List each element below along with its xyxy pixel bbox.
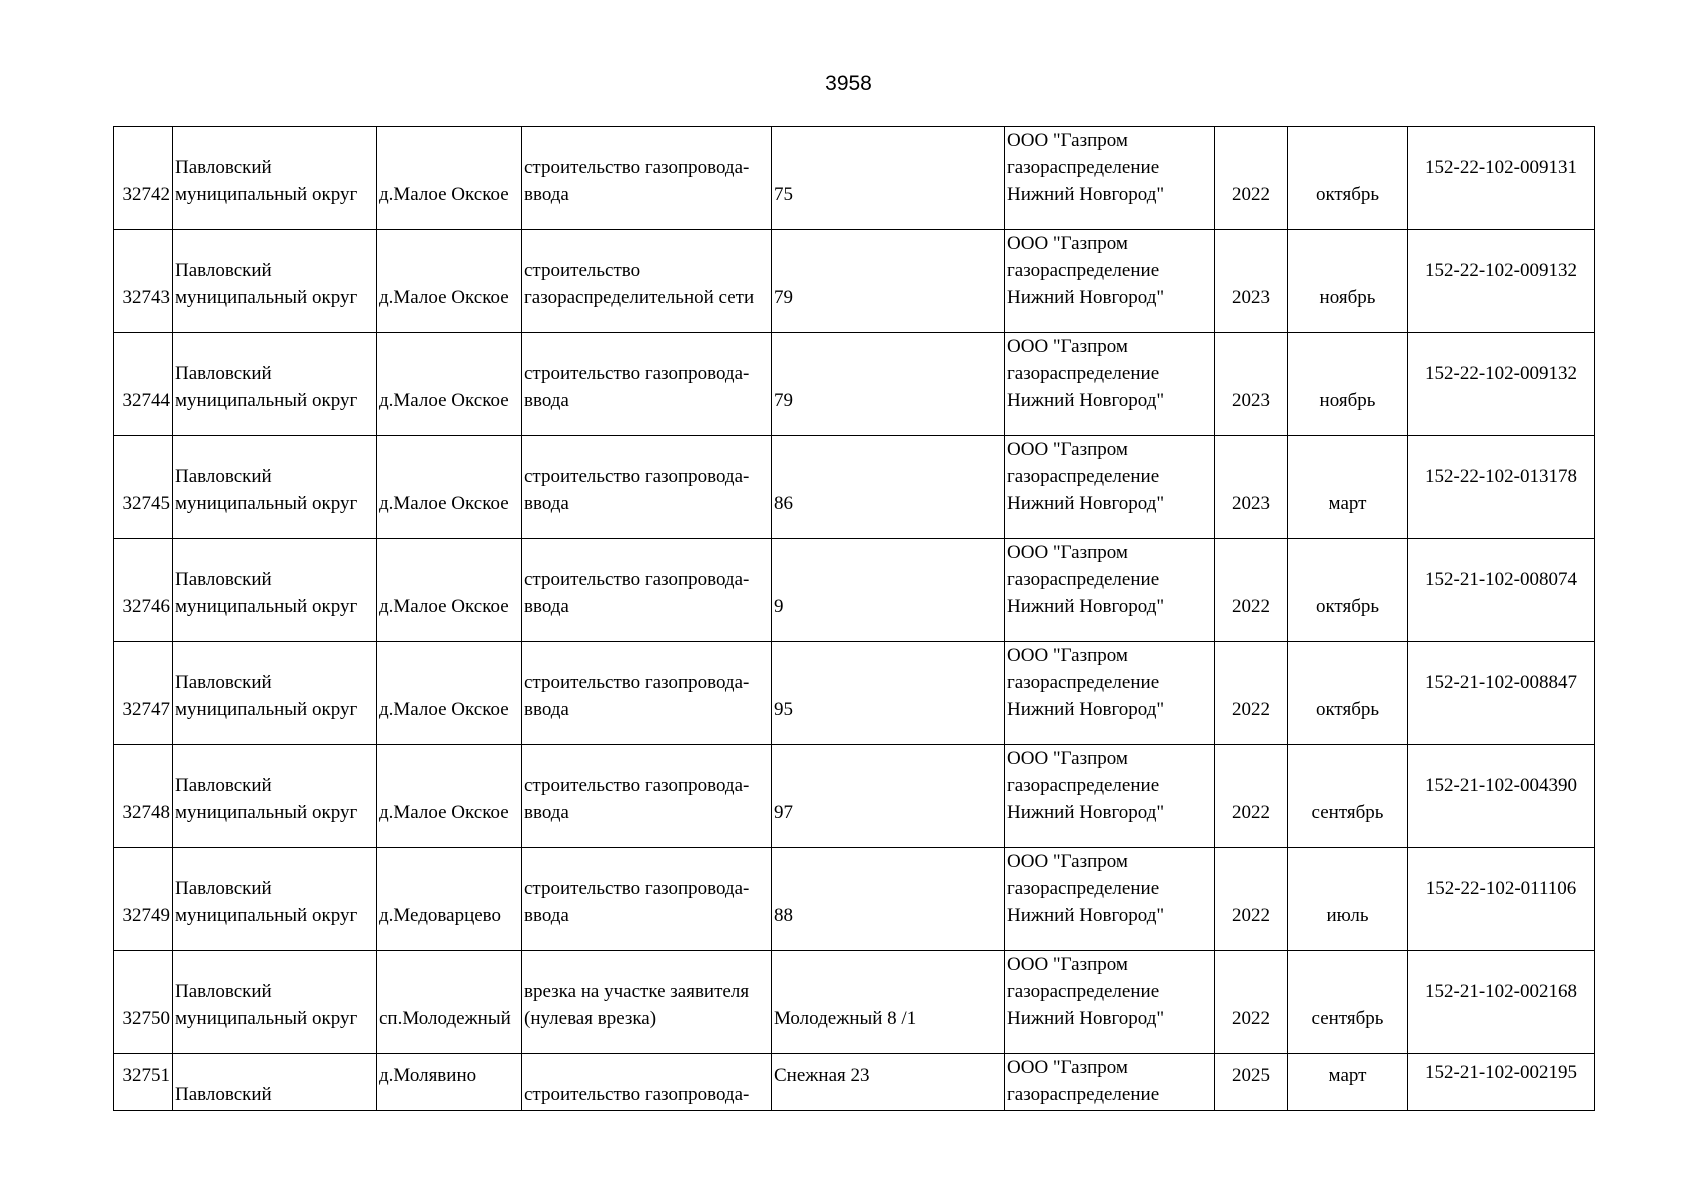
district-cell xyxy=(173,230,377,333)
organization-cell-line: Нижний Новгород" xyxy=(1007,493,1165,514)
locality-cell: д.Малое Окское xyxy=(377,333,522,436)
organization-cell xyxy=(1005,539,1215,642)
address-cell: 88 xyxy=(772,848,1005,951)
year-cell: 2023 xyxy=(1215,333,1288,436)
work-type-cell-line: строительство газопровода- xyxy=(524,1084,750,1105)
code-cell: 152-21-102-004390 xyxy=(1408,745,1595,848)
month-cell: июль xyxy=(1288,848,1408,951)
organization-cell-line: ООО "Газпром xyxy=(1007,233,1128,254)
work-type-cell-line: ввода xyxy=(524,184,569,205)
district-cell-line: муниципальный округ xyxy=(175,390,358,411)
locality-cell: д.Малое Окское xyxy=(377,539,522,642)
work-type-cell-line: ввода xyxy=(524,905,569,926)
locality-cell: д.Малое Окское xyxy=(377,745,522,848)
work-type-cell-line: (нулевая врезка) xyxy=(524,1008,657,1029)
address-cell: 75 xyxy=(772,127,1005,230)
table-row xyxy=(114,127,1595,230)
organization-cell-line: газораспределение xyxy=(1007,775,1160,796)
address-cell: 79 xyxy=(772,230,1005,333)
table-row xyxy=(114,1054,1595,1111)
district-cell-line: Павловский xyxy=(175,260,272,281)
organization-cell xyxy=(1005,951,1215,1054)
organization-cell-line: ООО "Газпром xyxy=(1007,954,1128,975)
organization-cell-line: Нижний Новгород" xyxy=(1007,802,1165,823)
code-cell: 152-21-102-008074 xyxy=(1408,539,1595,642)
district-cell-line: Павловский xyxy=(175,981,272,1002)
district-cell-line: муниципальный округ xyxy=(175,905,358,926)
district-cell xyxy=(173,127,377,230)
organization-cell-line: ООО "Газпром xyxy=(1007,336,1128,357)
table-row xyxy=(114,745,1595,848)
organization-cell xyxy=(1005,230,1215,333)
work-type-cell xyxy=(522,127,772,230)
organization-cell-line: Нижний Новгород" xyxy=(1007,699,1165,720)
district-cell-line: Павловский xyxy=(175,1084,272,1105)
district-cell xyxy=(173,333,377,436)
district-cell-line: муниципальный округ xyxy=(175,493,358,514)
organization-cell-line: газораспределение xyxy=(1007,363,1160,384)
month-cell: октябрь xyxy=(1288,539,1408,642)
locality-cell: д.Малое Окское xyxy=(377,642,522,745)
locality-cell: сп.Молодежный xyxy=(377,951,522,1054)
organization-cell-line: ООО "Газпром xyxy=(1007,130,1128,151)
year-cell: 2023 xyxy=(1215,230,1288,333)
year-cell: 2022 xyxy=(1215,745,1288,848)
district-cell-line: муниципальный округ xyxy=(175,802,358,823)
table-row xyxy=(114,230,1595,333)
table-row xyxy=(114,642,1595,745)
organization-cell-line: Нижний Новгород" xyxy=(1007,905,1165,926)
year-cell: 2022 xyxy=(1215,951,1288,1054)
table-row xyxy=(114,333,1595,436)
organization-cell-line: газораспределение xyxy=(1007,466,1160,487)
year-cell: 2023 xyxy=(1215,436,1288,539)
organization-cell-line: Нижний Новгород" xyxy=(1007,596,1165,617)
organization-cell xyxy=(1005,848,1215,951)
code-cell: 152-22-102-009131 xyxy=(1408,127,1595,230)
work-type-cell-line: строительство газопровода- xyxy=(524,569,750,590)
district-cell xyxy=(173,642,377,745)
organization-cell-line: газораспределение xyxy=(1007,569,1160,590)
work-type-cell-line: строительство газопровода- xyxy=(524,775,750,796)
record-number: 32745 xyxy=(114,436,173,539)
locality-cell: д.Малое Окское xyxy=(377,230,522,333)
work-type-cell xyxy=(522,642,772,745)
work-type-cell-line: строительство газопровода- xyxy=(524,672,750,693)
work-type-cell-line: ввода xyxy=(524,493,569,514)
work-type-cell-line: строительство газопровода- xyxy=(524,157,750,178)
record-number: 32746 xyxy=(114,539,173,642)
page-number: 3958 xyxy=(825,72,872,95)
table-row xyxy=(114,951,1595,1054)
work-type-cell-line: строительство газопровода- xyxy=(524,363,750,384)
month-cell: сентябрь xyxy=(1288,951,1408,1054)
code-cell: 152-22-102-011106 xyxy=(1408,848,1595,951)
district-cell-line: Павловский xyxy=(175,466,272,487)
district-cell xyxy=(173,539,377,642)
year-cell: 2025 xyxy=(1215,1054,1288,1111)
year-cell: 2022 xyxy=(1215,642,1288,745)
district-cell-line: муниципальный округ xyxy=(175,699,358,720)
registry-table xyxy=(113,126,1595,1111)
record-number: 32742 xyxy=(114,127,173,230)
organization-cell-line: ООО "Газпром xyxy=(1007,851,1128,872)
locality-cell: д.Малое Окское xyxy=(377,436,522,539)
organization-cell-line: ООО "Газпром xyxy=(1007,542,1128,563)
code-cell: 152-22-102-009132 xyxy=(1408,333,1595,436)
organization-cell-line: газораспределение xyxy=(1007,1084,1160,1105)
table-row xyxy=(114,539,1595,642)
month-cell: октябрь xyxy=(1288,127,1408,230)
month-cell: март xyxy=(1288,436,1408,539)
organization-cell-line: ООО "Газпром xyxy=(1007,439,1128,460)
work-type-cell-line: ввода xyxy=(524,390,569,411)
locality-cell: д.Медоварцево xyxy=(377,848,522,951)
work-type-cell-line: газораспределительной сети xyxy=(524,287,755,308)
work-type-cell-line: ввода xyxy=(524,596,569,617)
work-type-cell xyxy=(522,951,772,1054)
locality-cell: д.Молявино xyxy=(377,1054,522,1111)
district-cell xyxy=(173,436,377,539)
locality-cell: д.Малое Окское xyxy=(377,127,522,230)
work-type-cell xyxy=(522,539,772,642)
table-row xyxy=(114,848,1595,951)
district-cell-line: Павловский xyxy=(175,569,272,590)
work-type-cell-line: строительство газопровода- xyxy=(524,878,750,899)
work-type-cell xyxy=(522,230,772,333)
district-cell-line: Павловский xyxy=(175,775,272,796)
organization-cell-line: Нижний Новгород" xyxy=(1007,287,1165,308)
work-type-cell xyxy=(522,1054,772,1111)
organization-cell xyxy=(1005,333,1215,436)
work-type-cell-line: строительство xyxy=(524,260,641,281)
district-cell xyxy=(173,1054,377,1111)
address-cell: Снежная 23 xyxy=(772,1054,1005,1111)
table-row xyxy=(114,436,1595,539)
address-cell: 86 xyxy=(772,436,1005,539)
work-type-cell xyxy=(522,745,772,848)
month-cell: октябрь xyxy=(1288,642,1408,745)
month-cell: март xyxy=(1288,1054,1408,1111)
work-type-cell-line: ввода xyxy=(524,699,569,720)
work-type-cell-line: строительство газопровода- xyxy=(524,466,750,487)
organization-cell-line: ООО "Газпром xyxy=(1007,1057,1128,1078)
organization-cell-line: газораспределение xyxy=(1007,260,1160,281)
organization-cell xyxy=(1005,1054,1215,1111)
district-cell xyxy=(173,848,377,951)
organization-cell-line: газораспределение xyxy=(1007,672,1160,693)
district-cell-line: Павловский xyxy=(175,672,272,693)
month-cell: сентябрь xyxy=(1288,745,1408,848)
organization-cell xyxy=(1005,127,1215,230)
year-cell: 2022 xyxy=(1215,848,1288,951)
record-number: 32743 xyxy=(114,230,173,333)
record-number: 32748 xyxy=(114,745,173,848)
district-cell xyxy=(173,745,377,848)
organization-cell-line: Нижний Новгород" xyxy=(1007,390,1165,411)
table-body xyxy=(114,127,1595,1111)
record-number: 32750 xyxy=(114,951,173,1054)
record-number: 32744 xyxy=(114,333,173,436)
record-number: 32749 xyxy=(114,848,173,951)
code-cell: 152-21-102-008847 xyxy=(1408,642,1595,745)
organization-cell-line: ООО "Газпром xyxy=(1007,748,1128,769)
district-cell xyxy=(173,951,377,1054)
organization-cell-line: Нижний Новгород" xyxy=(1007,184,1165,205)
work-type-cell-line: ввода xyxy=(524,802,569,823)
address-cell: Молодежный 8 /1 xyxy=(772,951,1005,1054)
code-cell: 152-22-102-013178 xyxy=(1408,436,1595,539)
district-cell-line: Павловский xyxy=(175,878,272,899)
organization-cell-line: газораспределение xyxy=(1007,157,1160,178)
address-cell: 9 xyxy=(772,539,1005,642)
code-cell: 152-22-102-009132 xyxy=(1408,230,1595,333)
organization-cell-line: газораспределение xyxy=(1007,981,1160,1002)
district-cell-line: муниципальный округ xyxy=(175,287,358,308)
year-cell: 2022 xyxy=(1215,127,1288,230)
address-cell: 79 xyxy=(772,333,1005,436)
organization-cell-line: газораспределение xyxy=(1007,878,1160,899)
address-cell: 95 xyxy=(772,642,1005,745)
address-cell: 97 xyxy=(772,745,1005,848)
district-cell-line: Павловский xyxy=(175,363,272,384)
district-cell-line: муниципальный округ xyxy=(175,184,358,205)
work-type-cell xyxy=(522,436,772,539)
record-number: 32747 xyxy=(114,642,173,745)
code-cell: 152-21-102-002195 xyxy=(1408,1054,1595,1111)
organization-cell-line: Нижний Новгород" xyxy=(1007,1008,1165,1029)
organization-cell xyxy=(1005,745,1215,848)
record-number: 32751 xyxy=(114,1054,173,1111)
code-cell: 152-21-102-002168 xyxy=(1408,951,1595,1054)
organization-cell xyxy=(1005,436,1215,539)
district-cell-line: муниципальный округ xyxy=(175,596,358,617)
district-cell-line: Павловский xyxy=(175,157,272,178)
district-cell-line: муниципальный округ xyxy=(175,1008,358,1029)
organization-cell-line: ООО "Газпром xyxy=(1007,645,1128,666)
work-type-cell xyxy=(522,333,772,436)
organization-cell xyxy=(1005,642,1215,745)
work-type-cell-line: врезка на участке заявителя xyxy=(524,981,750,1002)
work-type-cell xyxy=(522,848,772,951)
month-cell: ноябрь xyxy=(1288,333,1408,436)
year-cell: 2022 xyxy=(1215,539,1288,642)
month-cell: ноябрь xyxy=(1288,230,1408,333)
